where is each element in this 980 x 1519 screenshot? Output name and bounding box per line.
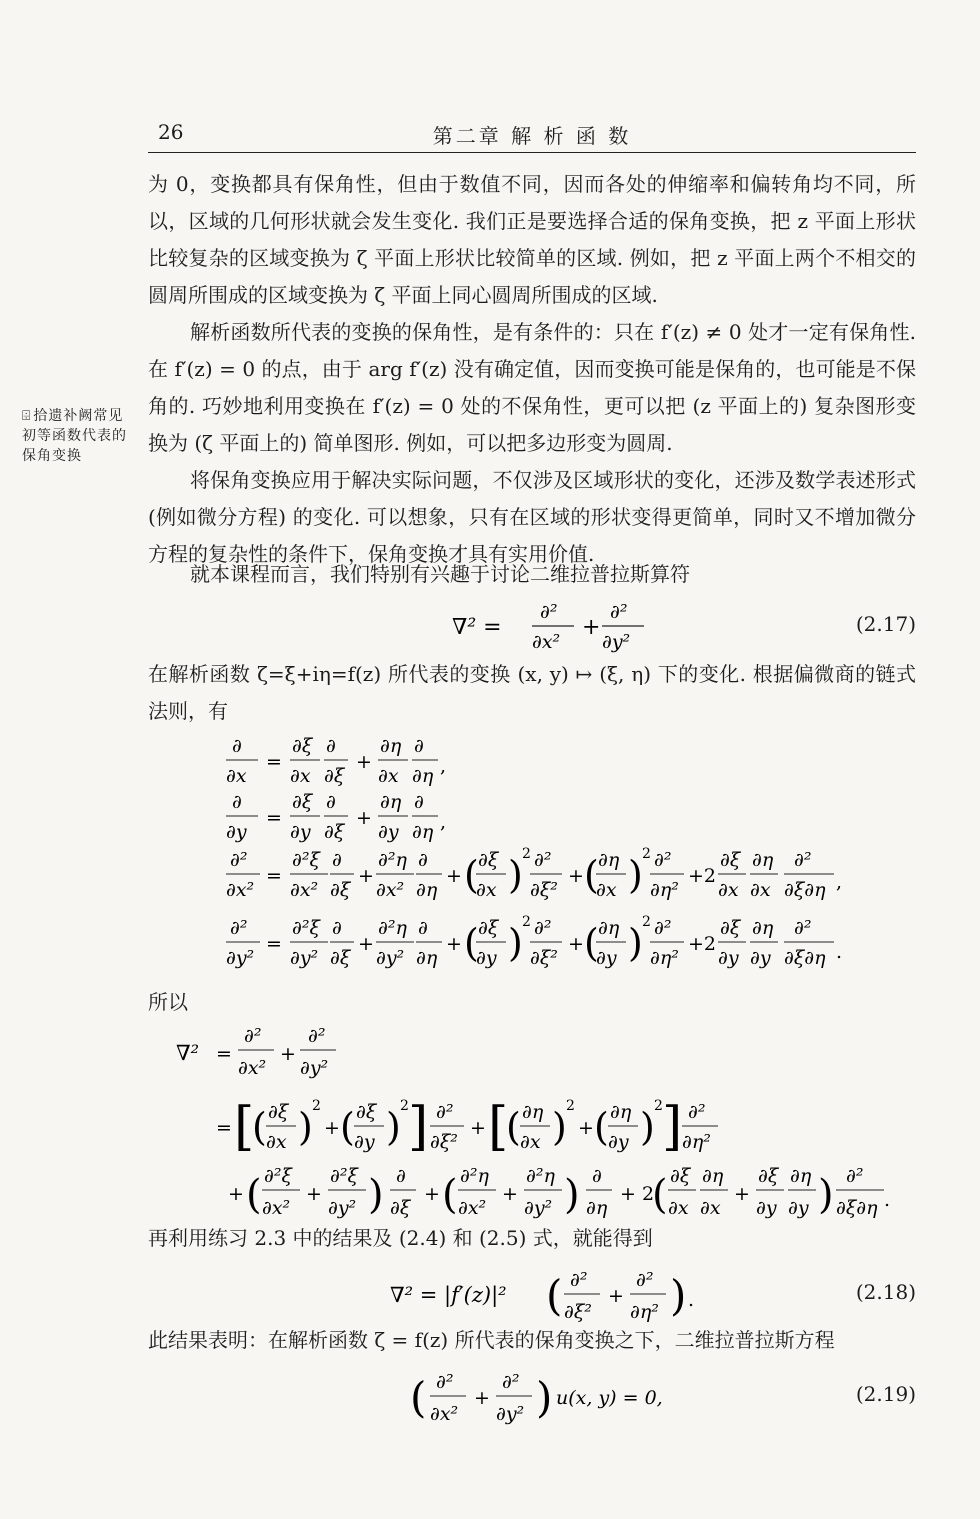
svg-text:+: + — [280, 1043, 296, 1065]
svg-text:): ) — [628, 853, 643, 897]
svg-text:∂²: ∂² — [534, 917, 552, 939]
svg-text:∂²: ∂² — [534, 849, 552, 871]
svg-text:(: ( — [546, 1271, 563, 1320]
margin-note-text: 拾遗补阙常见初等函数代表的保角变换 — [22, 408, 127, 464]
svg-text:∂ξ: ∂ξ — [478, 917, 499, 939]
svg-text:∂η: ∂η — [416, 947, 438, 969]
svg-text:∂ξ: ∂ξ — [324, 821, 345, 843]
svg-text:∂²: ∂² — [794, 917, 812, 939]
svg-text:+: + — [306, 1183, 322, 1205]
svg-text:∂²: ∂² — [570, 1269, 588, 1291]
svg-text:∂ξ: ∂ξ — [292, 735, 313, 757]
svg-text:(: ( — [584, 853, 599, 897]
svg-text:+ 2: + 2 — [620, 1183, 655, 1205]
svg-text:∂²ξ: ∂²ξ — [330, 1165, 358, 1187]
svg-text:∂x: ∂x — [266, 1131, 287, 1153]
svg-text:∂²: ∂² — [436, 1371, 454, 1393]
svg-text:∂η²: ∂η² — [650, 879, 679, 901]
svg-text:∂²: ∂² — [230, 917, 248, 939]
svg-text:): ) — [508, 853, 523, 897]
book-icon: ⌹ — [22, 408, 32, 424]
svg-text:∂: ∂ — [414, 735, 424, 757]
svg-text:∂y²: ∂y² — [290, 947, 319, 969]
svg-text:∂y: ∂y — [756, 1197, 777, 1219]
svg-text:(: ( — [652, 1172, 668, 1218]
svg-text:∂η: ∂η — [610, 1101, 632, 1123]
svg-text:∂ξ: ∂ξ — [324, 765, 345, 787]
svg-text:∂: ∂ — [332, 917, 342, 939]
svg-text:+: + — [424, 1183, 440, 1205]
svg-text:∂y: ∂y — [750, 947, 771, 969]
svg-text:]: ] — [408, 1097, 429, 1157]
equation-2-18 — [148, 1260, 916, 1328]
svg-text:=: = — [216, 1117, 232, 1139]
svg-text:=: = — [266, 751, 282, 773]
svg-text:+: + — [356, 751, 372, 773]
svg-text:∂x²: ∂x² — [262, 1197, 291, 1219]
svg-text:∂: ∂ — [332, 849, 342, 871]
svg-text:∂y²: ∂y² — [300, 1057, 329, 1079]
svg-text:2: 2 — [566, 1098, 575, 1114]
svg-text:(: ( — [442, 1172, 458, 1218]
svg-text:∂y: ∂y — [788, 1197, 809, 1219]
svg-text:∂²η: ∂²η — [460, 1165, 489, 1187]
svg-text:∂x²: ∂x² — [532, 631, 561, 653]
svg-text:∂η: ∂η — [598, 917, 620, 939]
svg-text:.: . — [884, 1189, 891, 1211]
svg-text:∂²: ∂² — [636, 1269, 654, 1291]
svg-text:(: ( — [246, 1172, 262, 1218]
svg-text:2: 2 — [312, 1098, 321, 1114]
svg-text:∂y: ∂y — [718, 947, 739, 969]
svg-text:∂²: ∂² — [654, 917, 672, 939]
svg-text:+: + — [502, 1183, 518, 1205]
chapter-title: 第二章 解 析 函 数 — [432, 124, 632, 148]
svg-text:∂ξ²: ∂ξ² — [564, 1301, 592, 1323]
svg-text:∂²: ∂² — [688, 1101, 706, 1123]
svg-text:+: + — [568, 933, 584, 955]
svg-text:,: , — [440, 811, 447, 833]
svg-text:∇² =: ∇² = — [452, 615, 502, 640]
svg-text:∂: ∂ — [592, 1165, 602, 1187]
svg-text:∂ξ: ∂ξ — [268, 1101, 289, 1123]
svg-text:∂: ∂ — [232, 791, 242, 813]
svg-text:∂: ∂ — [418, 917, 428, 939]
svg-text:): ) — [536, 1373, 553, 1422]
svg-text:∂: ∂ — [396, 1165, 406, 1187]
svg-text:+: + — [356, 807, 372, 829]
svg-text:(: ( — [464, 853, 479, 897]
svg-text:∂²ξ: ∂²ξ — [264, 1165, 292, 1187]
svg-text:∂ξ²: ∂ξ² — [530, 879, 558, 901]
svg-text:∂y²: ∂y² — [376, 947, 405, 969]
svg-text:): ) — [564, 1172, 580, 1218]
svg-text:∂x²: ∂x² — [290, 879, 319, 901]
svg-text:∂x: ∂x — [596, 879, 617, 901]
svg-text:∂ξ∂η: ∂ξ∂η — [836, 1197, 878, 1219]
svg-text:∂η: ∂η — [752, 917, 774, 939]
svg-text:∂²: ∂² — [308, 1025, 326, 1047]
svg-text:∂²: ∂² — [502, 1371, 520, 1393]
svg-text:∂ξ²: ∂ξ² — [530, 947, 558, 969]
svg-text:∂η: ∂η — [412, 821, 434, 843]
equation-2-18-formula — [386, 1260, 846, 1328]
svg-text:∂η: ∂η — [598, 849, 620, 871]
svg-text:∂x²: ∂x² — [458, 1197, 487, 1219]
svg-text:∂x: ∂x — [700, 1197, 721, 1219]
margin-note — [22, 406, 136, 466]
equation-2-19 — [148, 1362, 916, 1430]
svg-text:∂ξ: ∂ξ — [390, 1197, 411, 1219]
svg-text:∇² = |f′(z)|²: ∇² = |f′(z)|² — [390, 1283, 507, 1307]
svg-text:+: + — [608, 1285, 624, 1307]
svg-text:∂y: ∂y — [608, 1131, 629, 1153]
equation-2-17 — [148, 594, 916, 658]
svg-text:∂y: ∂y — [596, 947, 617, 969]
svg-text:∂ξ: ∂ξ — [356, 1101, 377, 1123]
svg-text:∂: ∂ — [326, 735, 336, 757]
svg-text:∂x: ∂x — [226, 765, 247, 787]
svg-text:+: + — [446, 933, 462, 955]
paragraph-7: 再利用练习 2.3 中的结果及 (2.4) 和 (2.5) 式，就能得到 — [148, 1226, 653, 1250]
svg-text:∂x: ∂x — [750, 879, 771, 901]
svg-text:∂²ξ: ∂²ξ — [292, 849, 320, 871]
svg-text:∂ξ∂η: ∂ξ∂η — [784, 879, 826, 901]
svg-text:∂ξ²: ∂ξ² — [430, 1131, 458, 1153]
svg-text:+: + — [358, 933, 374, 955]
svg-text:∂y²: ∂y² — [328, 1197, 357, 1219]
equation-2-19-formula — [410, 1362, 930, 1430]
svg-text:∂²: ∂² — [230, 849, 248, 871]
svg-text:∂²: ∂² — [436, 1101, 454, 1123]
svg-text:): ) — [640, 1105, 655, 1149]
svg-text:): ) — [628, 921, 643, 965]
svg-text:∂η: ∂η — [790, 1165, 812, 1187]
paragraph-1: 为 0，变换都具有保角性，但由于数值不同，因而各处的伸缩率和偏转角均不同，所以，区域的几何形状就会发生变化. 我们正是要选择合适的保角变换，把 z 平面上形状比较复杂的区域变换为 ζ 平面上形状比较简单的区域. 例如，把 z 平面上两个不相交的圆周所围成的区域变换为 ζ 平面上同心圆周所围成的区域. — [148, 172, 916, 307]
equation-number-2-19: (2.19) — [855, 1382, 916, 1406]
svg-text:∂y: ∂y — [226, 821, 247, 843]
svg-text:.: . — [836, 941, 843, 963]
svg-text:∂ξ: ∂ξ — [292, 791, 313, 813]
paragraph-4: 就本课程而言，我们特别有兴趣于讨论二维拉普拉斯算符 — [190, 562, 690, 586]
svg-text:]: ] — [662, 1097, 683, 1157]
svg-text:∂²η: ∂²η — [378, 917, 407, 939]
svg-text:(: ( — [584, 921, 599, 965]
svg-text:): ) — [508, 921, 523, 965]
svg-text:(: ( — [464, 921, 479, 965]
svg-text:∂x²: ∂x² — [226, 879, 255, 901]
svg-text:2: 2 — [400, 1098, 409, 1114]
svg-text:2: 2 — [522, 846, 531, 862]
svg-text:∂ξ∂η: ∂ξ∂η — [784, 947, 826, 969]
svg-text:∂ξ: ∂ξ — [478, 849, 499, 871]
page-number: 26 — [158, 120, 184, 144]
svg-text:∂y²: ∂y² — [496, 1403, 525, 1425]
svg-text:∂²: ∂² — [846, 1165, 864, 1187]
paragraph-8: 此结果表明：在解析函数 ζ = f(z) 所代表的保角变换之下，二维拉普拉斯方程 — [148, 1328, 835, 1352]
svg-text:∂ξ: ∂ξ — [720, 917, 741, 939]
svg-text:∂x: ∂x — [718, 879, 739, 901]
paragraph-3: 将保角变换应用于解决实际问题，不仅涉及区域形状的变化，还涉及数学表述形式 (例如微分方程) 的变化. 可以想象，只有在区域的形状变得更简单，同时又不增加微分方程的复杂性的条件下，保角变换才具有实用价值. — [148, 468, 916, 566]
svg-text:+: + — [446, 865, 462, 887]
svg-text:∂ξ: ∂ξ — [758, 1165, 779, 1187]
svg-text:(: ( — [410, 1373, 427, 1422]
svg-text:+: + — [734, 1183, 750, 1205]
svg-text:∂y²: ∂y² — [524, 1197, 553, 1219]
svg-text:∂x: ∂x — [378, 765, 399, 787]
svg-text:∂²ξ: ∂²ξ — [292, 917, 320, 939]
svg-text:): ) — [298, 1105, 313, 1149]
svg-text:∂²: ∂² — [654, 849, 672, 871]
svg-text:(: ( — [506, 1105, 521, 1149]
svg-text:∂η: ∂η — [380, 791, 402, 813]
svg-text:(: ( — [594, 1105, 609, 1149]
svg-text:=: = — [266, 865, 282, 887]
equation-number-2-17: (2.17) — [855, 612, 916, 636]
svg-text:∂η²: ∂η² — [682, 1131, 711, 1153]
svg-text:u(x, y) = 0,: u(x, y) = 0, — [556, 1387, 663, 1409]
svg-text:∂²: ∂² — [610, 601, 628, 623]
svg-text:): ) — [368, 1172, 384, 1218]
svg-text:∂: ∂ — [326, 791, 336, 813]
svg-text:+: + — [474, 1387, 490, 1409]
equation-number-2-18: (2.18) — [855, 1280, 916, 1304]
svg-text:(: ( — [252, 1105, 267, 1149]
svg-text:∂²: ∂² — [244, 1025, 262, 1047]
svg-text:∂ξ: ∂ξ — [330, 947, 351, 969]
svg-text:∂y²: ∂y² — [602, 631, 631, 653]
svg-text:.: . — [688, 1289, 695, 1311]
svg-text:2: 2 — [522, 914, 531, 930]
svg-text:2: 2 — [642, 846, 651, 862]
svg-text:∂: ∂ — [418, 849, 428, 871]
laplacian-expansion — [172, 1016, 902, 1222]
paragraph-5: 在解析函数 ζ=ξ+iη=f(z) 所代表的变换 (x, y) ↦ (ξ, η) 下的变化. 根据偏微商的链式法则，有 — [148, 662, 916, 723]
svg-text:=: = — [216, 1043, 232, 1065]
svg-text:+2: +2 — [688, 865, 717, 887]
svg-text:∂x: ∂x — [668, 1197, 689, 1219]
svg-text:∂x²: ∂x² — [238, 1057, 267, 1079]
svg-text:∂η: ∂η — [380, 735, 402, 757]
svg-text:): ) — [386, 1105, 401, 1149]
svg-text:+: + — [470, 1117, 486, 1139]
svg-text:+: + — [228, 1183, 244, 1205]
svg-text:): ) — [818, 1172, 834, 1218]
svg-text:∂y: ∂y — [354, 1131, 375, 1153]
svg-text:∂y: ∂y — [476, 947, 497, 969]
svg-text:∇²: ∇² — [176, 1041, 200, 1065]
svg-text:+: + — [582, 615, 601, 640]
svg-text:∂η²: ∂η² — [650, 947, 679, 969]
svg-text:[: [ — [488, 1097, 509, 1157]
svg-text:∂x²: ∂x² — [376, 879, 405, 901]
svg-text:∂η: ∂η — [522, 1101, 544, 1123]
svg-text:+: + — [568, 865, 584, 887]
svg-text:+: + — [358, 865, 374, 887]
svg-text:+: + — [324, 1117, 340, 1139]
svg-text:∂²η: ∂²η — [378, 849, 407, 871]
svg-text:∂²: ∂² — [794, 849, 812, 871]
paragraph-2: 解析函数所代表的变换的保角性，是有条件的：只在 f′(z) ≠ 0 处才一定有保角性. 在 f′(z) = 0 的点，由于 arg f′(z) 没有确定值，因而变换可能是保角的，也可能是不保角的. 巧妙地利用变换在 f′(z) = 0 处的不保角性，更可以把 (z 平面上的) 复杂图形变换为 (ζ 平面上的) 简单图形. 例如，可以把多边形变为圆周. — [148, 320, 916, 455]
svg-text:=: = — [266, 933, 282, 955]
svg-text:∂η: ∂η — [586, 1197, 608, 1219]
svg-text:∂: ∂ — [232, 735, 242, 757]
svg-text:∂ξ: ∂ξ — [330, 879, 351, 901]
svg-text:[: [ — [234, 1097, 255, 1157]
svg-text:∂x²: ∂x² — [430, 1403, 459, 1425]
svg-text:∂η: ∂η — [752, 849, 774, 871]
svg-text:∂y: ∂y — [290, 821, 311, 843]
svg-text:2: 2 — [654, 1098, 663, 1114]
paragraph-6: 所以 — [148, 990, 188, 1014]
svg-text:2: 2 — [642, 914, 651, 930]
svg-text:∂²η: ∂²η — [526, 1165, 555, 1187]
svg-text:,: , — [836, 871, 843, 893]
svg-text:+: + — [578, 1117, 594, 1139]
svg-text:∂y: ∂y — [378, 821, 399, 843]
page-header — [148, 116, 916, 153]
svg-text:∂η: ∂η — [416, 879, 438, 901]
svg-text:∂y²: ∂y² — [226, 947, 255, 969]
svg-text:∂ξ: ∂ξ — [670, 1165, 691, 1187]
svg-text:∂x: ∂x — [476, 879, 497, 901]
svg-text:∂²: ∂² — [540, 601, 558, 623]
svg-text:∂η: ∂η — [412, 765, 434, 787]
svg-text:=: = — [266, 807, 282, 829]
svg-text:∂: ∂ — [414, 791, 424, 813]
chain-rule-equations — [220, 728, 900, 980]
svg-text:∂η²: ∂η² — [630, 1301, 659, 1323]
svg-text:): ) — [552, 1105, 567, 1149]
svg-text:+2: +2 — [688, 933, 717, 955]
svg-text:∂η: ∂η — [702, 1165, 724, 1187]
svg-text:∂x: ∂x — [290, 765, 311, 787]
svg-text:∂x: ∂x — [520, 1131, 541, 1153]
svg-text:(: ( — [340, 1105, 355, 1149]
svg-text:,: , — [440, 755, 447, 777]
svg-text:): ) — [670, 1271, 687, 1320]
svg-text:∂ξ: ∂ξ — [720, 849, 741, 871]
